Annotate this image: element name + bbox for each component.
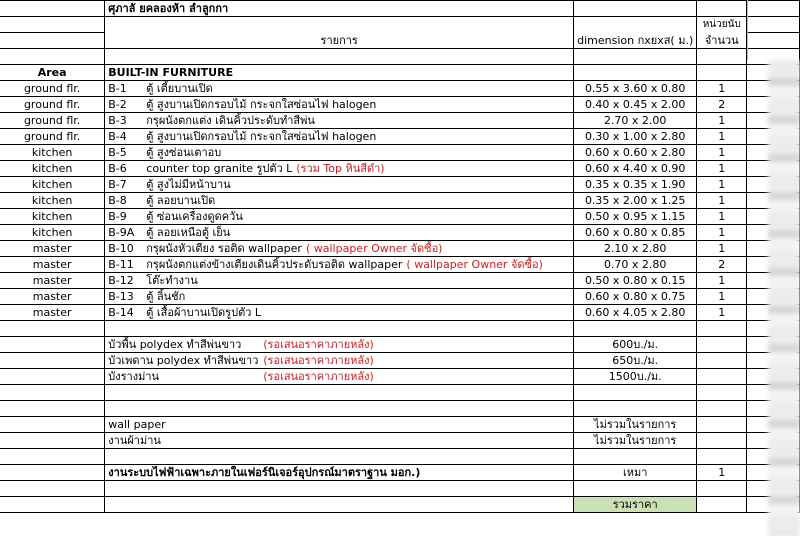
item-description: กรุผนังตกแต่ง เดินคิ้วประดับทำสีพ่น <box>146 114 315 127</box>
item-code: B-4 <box>108 130 127 143</box>
blank-row <box>0 449 800 465</box>
area-header[interactable]: Area <box>0 65 105 81</box>
area-cell[interactable]: kitchen <box>0 193 105 209</box>
item-description: ตู้ สูงไม่มีหน้าบาน <box>146 178 231 191</box>
furniture-row <box>0 177 800 193</box>
item-cell[interactable] <box>105 177 574 193</box>
furniture-row <box>0 273 800 289</box>
blank-row <box>0 385 800 401</box>
item-code: B-2 <box>108 98 127 111</box>
unit-header[interactable]: หน่วยนับ <box>697 17 747 33</box>
electrical-qty-cell[interactable]: 1 <box>697 465 747 481</box>
area-cell[interactable]: ground flr. <box>0 97 105 113</box>
item-cell[interactable] <box>105 241 574 257</box>
furniture-row <box>0 193 800 209</box>
item-note: ( wallpaper Owner จัดซื้อ) <box>406 258 543 271</box>
dimension-cell[interactable]: 0.60 x 0.80 x 0.75 <box>574 289 697 305</box>
item-code: B-8 <box>108 194 127 207</box>
extra-item-cell[interactable] <box>105 353 574 369</box>
dimension-cell[interactable]: 0.50 x 0.95 x 1.15 <box>574 209 697 225</box>
item-description: ตู้ ลอยบานเปิด <box>146 194 216 207</box>
qty-cell[interactable]: 1 <box>697 113 747 129</box>
item-code: B-3 <box>108 114 127 127</box>
blank-row <box>0 321 800 337</box>
dimension-cell[interactable]: 0.70 x 2.80 <box>574 257 697 273</box>
column-guides <box>747 0 800 60</box>
furniture-row <box>0 113 800 129</box>
extra-item-cell[interactable] <box>105 337 574 353</box>
extra-row <box>0 369 800 385</box>
item-cell[interactable] <box>105 305 574 321</box>
item-cell[interactable] <box>105 273 574 289</box>
area-cell[interactable]: ground flr. <box>0 113 105 129</box>
project-title[interactable]: ศุภาลั ยคลองห้า ลำลูกกา <box>105 1 574 17</box>
item-description: ตู้ สูงบานเปิดกรอบไม้ กระจกใสซ่อนไฟ halogen <box>146 98 377 111</box>
extra-item-cell[interactable] <box>105 369 574 385</box>
extra-description: บังรางม่าน <box>108 370 160 383</box>
item-description: ตู้ เตี้ยบานเปิด <box>146 82 213 95</box>
area-cell[interactable]: master <box>0 241 105 257</box>
furniture-row <box>0 145 800 161</box>
area-cell[interactable]: master <box>0 305 105 321</box>
dimension-cell[interactable]: 0.30 x 1.00 x 2.80 <box>574 129 697 145</box>
qty-cell[interactable]: 1 <box>697 81 747 97</box>
extra-note: (รอเสนอราคาภายหลัง) <box>263 354 374 367</box>
qty-cell[interactable]: 1 <box>697 209 747 225</box>
item-code: B-10 <box>108 242 134 255</box>
item-cell[interactable] <box>105 81 574 97</box>
unit-price-cell[interactable]: 1500บ./ม. <box>574 369 697 385</box>
area-cell[interactable]: kitchen <box>0 161 105 177</box>
area-cell[interactable]: master <box>0 289 105 305</box>
blank-row <box>0 481 800 497</box>
item-code: B-14 <box>108 306 134 319</box>
dimension-cell[interactable]: 0.60 x 0.80 x 0.85 <box>574 225 697 241</box>
item-cell[interactable] <box>105 145 574 161</box>
qty-cell[interactable]: 1 <box>697 305 747 321</box>
extra-description: บัวเพดาน polydex ทำสีพ่นขาว <box>108 354 259 367</box>
excluded-item-cell[interactable]: งานผ้าม่าน <box>105 433 574 449</box>
dimension-cell[interactable]: 0.50 x 0.80 x 0.15 <box>574 273 697 289</box>
qty-cell[interactable]: 1 <box>697 177 747 193</box>
item-code: B-6 <box>108 162 127 175</box>
qty-header[interactable]: จำนวน <box>697 33 747 49</box>
total-row <box>0 497 800 513</box>
dimension-cell[interactable]: 2.10 x 2.80 <box>574 241 697 257</box>
header-row-1 <box>0 17 800 33</box>
excluded-item-cell[interactable]: wall paper <box>105 417 574 433</box>
furniture-row <box>0 97 800 113</box>
item-note: (รวม Top หินสีดำ) <box>296 162 385 175</box>
area-cell[interactable]: ground flr. <box>0 81 105 97</box>
item-cell[interactable] <box>105 209 574 225</box>
item-cell[interactable] <box>105 113 574 129</box>
qty-cell[interactable]: 1 <box>697 225 747 241</box>
excluded-status-cell[interactable]: ไม่รวมในรายการ <box>574 433 697 449</box>
item-description: ตู้ ลิ้นชัก <box>146 290 186 303</box>
qty-cell[interactable]: 1 <box>697 273 747 289</box>
area-cell[interactable]: kitchen <box>0 225 105 241</box>
item-description: ตู้ เสื้อผ้าบานเปิดรูปตัว L <box>146 306 262 319</box>
blank-row <box>0 49 800 65</box>
area-cell[interactable]: kitchen <box>0 145 105 161</box>
qty-cell[interactable]: 1 <box>697 129 747 145</box>
item-description: ตู้ สูงซ่อนเตาอบ <box>146 146 222 159</box>
item-code: B-1 <box>108 82 127 95</box>
area-cell[interactable]: kitchen <box>0 177 105 193</box>
dimension-header[interactable]: dimension กxยxส( ม.) <box>574 33 697 49</box>
qty-cell[interactable]: 1 <box>697 193 747 209</box>
furniture-row <box>0 209 800 225</box>
dimension-cell[interactable]: 0.60 x 0.60 x 2.80 <box>574 145 697 161</box>
area-cell[interactable]: master <box>0 257 105 273</box>
furniture-row <box>0 289 800 305</box>
item-description: กรุผนังหัวเตียง รอติด wallpaper <box>146 242 302 255</box>
item-note: ( wallpaper Owner จัดซื้อ) <box>305 242 443 255</box>
dimension-cell[interactable]: 0.40 x 0.45 x 2.00 <box>574 97 697 113</box>
furniture-row <box>0 161 800 177</box>
item-code: B-9A <box>108 226 135 239</box>
item-cell[interactable] <box>105 97 574 113</box>
extra-row <box>0 337 800 353</box>
item-code: B-7 <box>108 178 127 191</box>
qty-cell[interactable]: 2 <box>697 97 747 113</box>
area-cell[interactable]: ground flr. <box>0 129 105 145</box>
items-header[interactable]: รายการ <box>105 33 574 49</box>
area-cell[interactable]: kitchen <box>0 209 105 225</box>
unit-price-cell[interactable]: 650บ./ม. <box>574 353 697 369</box>
total-price-label[interactable]: รวมราคา <box>574 497 697 513</box>
blank-row <box>0 401 800 417</box>
item-description: โต๊ะทำงาน <box>146 274 198 287</box>
furniture-row <box>0 241 800 257</box>
dimension-cell[interactable]: 0.60 x 4.05 x 2.80 <box>574 305 697 321</box>
furniture-row <box>0 305 800 321</box>
unit-price-cell[interactable]: 600บ./ม. <box>574 337 697 353</box>
item-code: B-13 <box>108 290 134 303</box>
qty-cell[interactable]: 1 <box>697 289 747 305</box>
item-description: counter top granite รูปตัว L <box>146 162 293 175</box>
extra-note: (รอเสนอราคาภายหลัง) <box>263 370 374 383</box>
furniture-row <box>0 129 800 145</box>
dimension-cell[interactable]: 0.60 x 4.40 x 0.90 <box>574 161 697 177</box>
item-description: ตู้ ลอยเหนือตู้ เย็น <box>146 226 231 239</box>
qty-cell[interactable]: 1 <box>697 161 747 177</box>
item-cell[interactable] <box>105 161 574 177</box>
item-cell[interactable] <box>105 289 574 305</box>
furniture-row <box>0 81 800 97</box>
excluded-row <box>0 433 800 449</box>
title-row <box>0 1 800 17</box>
blurred-column <box>768 60 800 536</box>
item-cell[interactable] <box>105 225 574 241</box>
electrical-item-cell[interactable]: งานระบบไฟฟ้าเฉพาะภายในเฟอร์นิเจอร์อุปกรณ์มาตราฐาน มอก.) <box>105 465 574 481</box>
dimension-cell[interactable]: 0.35 x 0.35 x 1.90 <box>574 177 697 193</box>
excluded-status-cell[interactable]: ไม่รวมในรายการ <box>574 417 697 433</box>
header-row-2 <box>0 33 800 49</box>
dimension-cell[interactable]: 0.55 x 3.60 x 0.80 <box>574 81 697 97</box>
item-description: ตู้ สูงบานเปิดกรอบไม้ กระจกใสซ่อนไฟ halogen <box>146 130 377 143</box>
item-cell[interactable] <box>105 257 574 273</box>
item-cell[interactable] <box>105 193 574 209</box>
qty-cell[interactable]: 2 <box>697 257 747 273</box>
dimension-cell[interactable]: 0.35 x 2.00 x 1.25 <box>574 193 697 209</box>
item-description: กรุผนังตกแต่งข้างเตียงเดินคิ้วประดับรอติด wallpaper <box>146 258 403 271</box>
qty-cell[interactable]: 1 <box>697 241 747 257</box>
item-code: B-5 <box>108 146 127 159</box>
item-code: B-11 <box>108 258 134 271</box>
extra-row <box>0 353 800 369</box>
dimension-cell[interactable]: 2.70 x 2.00 <box>574 113 697 129</box>
excluded-row <box>0 417 800 433</box>
item-code: B-12 <box>108 274 134 287</box>
item-description: ตู้ ซ่อนเครื่องดูดควัน <box>146 210 243 223</box>
furniture-row <box>0 257 800 273</box>
section-title[interactable]: BUILT-IN FURNITURE <box>105 65 574 81</box>
section-row <box>0 65 800 81</box>
extra-description: บัวพื้น polydex ทำสีพ่นขาว <box>108 338 242 351</box>
item-code: B-9 <box>108 210 127 223</box>
area-cell[interactable]: master <box>0 273 105 289</box>
extra-note: (รอเสนอราคาภายหลัง) <box>263 338 374 351</box>
item-cell[interactable] <box>105 129 574 145</box>
furniture-row <box>0 225 800 241</box>
electrical-row <box>0 465 800 481</box>
lump-sum-cell[interactable]: เหมา <box>574 465 697 481</box>
qty-cell[interactable]: 1 <box>697 145 747 161</box>
